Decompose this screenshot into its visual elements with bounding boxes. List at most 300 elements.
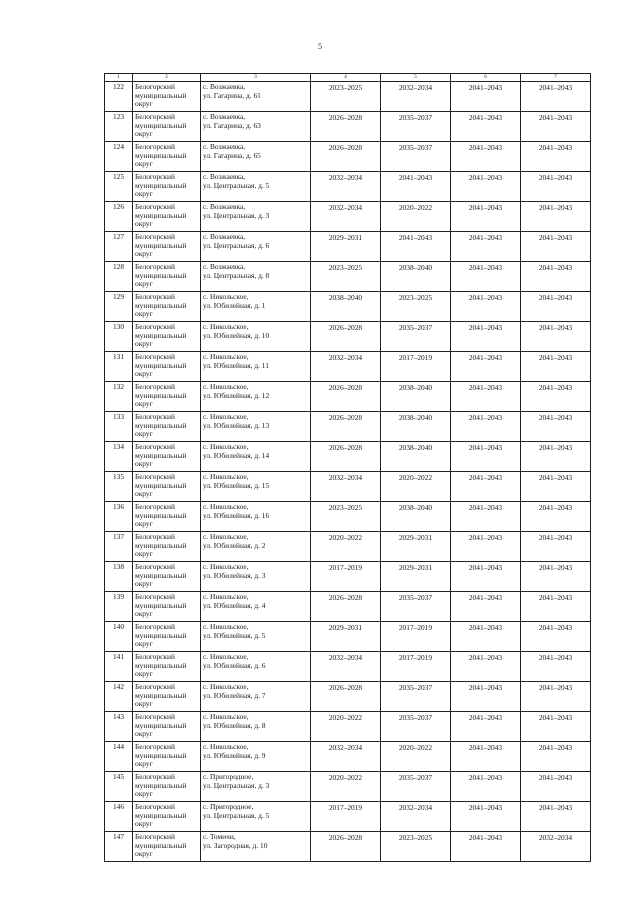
okrug-line: Белогорский: [135, 683, 175, 691]
address-line: с. Никольское,: [203, 653, 249, 661]
row-number-cell: 138: [105, 562, 133, 592]
okrug-line: округ: [135, 610, 153, 619]
okrug-cell: [133, 172, 201, 202]
header-row: [105, 74, 591, 82]
table-row: [105, 562, 591, 592]
row-number-cell: 127: [105, 232, 133, 262]
period-cell-6: 2041–2043: [451, 472, 521, 502]
okrug-cell: [133, 802, 201, 832]
column-header: 1: [105, 74, 133, 82]
okrug-line: округ: [135, 790, 153, 799]
period-cell-5: 2029–2031: [381, 562, 451, 592]
okrug-cell: [133, 232, 201, 262]
okrug-line: округ: [135, 490, 153, 499]
address-line: ул. Юбилейная, д. 8: [203, 721, 266, 730]
okrug-cell: [133, 502, 201, 532]
okrug-line: округ: [135, 340, 153, 349]
address-line: с. Никольское,: [203, 713, 249, 721]
address-cell: [201, 682, 311, 712]
okrug-line: округ: [135, 640, 153, 649]
okrug-line: округ: [135, 670, 153, 679]
address-line: с. Пригородное,: [203, 773, 254, 781]
period-cell-6: 2041–2043: [451, 532, 521, 562]
address-cell: [201, 742, 311, 772]
period-cell-4: 2023–2025: [311, 502, 381, 532]
okrug-line: округ: [135, 850, 153, 859]
okrug-line: муниципальный: [135, 601, 187, 610]
table-row: [105, 472, 591, 502]
address-cell: [201, 172, 311, 202]
table-row: [105, 832, 591, 862]
period-cell-7: 2041–2043: [521, 382, 591, 412]
okrug-line: Белогорский: [135, 353, 175, 361]
address-cell: [201, 472, 311, 502]
period-cell-6: 2041–2043: [451, 802, 521, 832]
okrug-line: Белогорский: [135, 623, 175, 631]
address-line: с. Возжаевка,: [203, 83, 246, 91]
okrug-line: округ: [135, 820, 153, 829]
okrug-line: муниципальный: [135, 661, 187, 670]
period-cell-5: 2023–2025: [381, 292, 451, 322]
okrug-line: муниципальный: [135, 511, 187, 520]
period-cell-5: 2017–2019: [381, 652, 451, 682]
period-cell-5: 2032–2034: [381, 82, 451, 112]
period-cell-7: 2041–2043: [521, 292, 591, 322]
okrug-line: муниципальный: [135, 151, 187, 160]
period-cell-6: 2041–2043: [451, 382, 521, 412]
address-cell: [201, 412, 311, 442]
address-cell: [201, 232, 311, 262]
okrug-line: округ: [135, 460, 153, 469]
period-cell-5: 2038–2040: [381, 442, 451, 472]
period-cell-6: 2041–2043: [451, 682, 521, 712]
row-number-cell: 146: [105, 802, 133, 832]
address-line: ул. Центральная, д. 5: [203, 811, 270, 820]
okrug-cell: [133, 682, 201, 712]
address-line: ул. Юбилейная, д. 14: [203, 451, 270, 460]
period-cell-6: 2041–2043: [451, 562, 521, 592]
row-number-cell: 125: [105, 172, 133, 202]
address-line: с. Возжаевка,: [203, 203, 246, 211]
address-cell: [201, 502, 311, 532]
okrug-line: муниципальный: [135, 301, 187, 310]
period-cell-7: 2041–2043: [521, 202, 591, 232]
address-cell: [201, 292, 311, 322]
address-cell: [201, 262, 311, 292]
period-cell-5: 2038–2040: [381, 412, 451, 442]
okrug-line: муниципальный: [135, 451, 187, 460]
address-line: с. Никольское,: [203, 353, 249, 361]
okrug-line: Белогорский: [135, 653, 175, 661]
period-cell-6: 2041–2043: [451, 652, 521, 682]
address-line: ул. Юбилейная, д. 16: [203, 511, 270, 520]
okrug-cell: [133, 562, 201, 592]
period-cell-4: 2026–2028: [311, 682, 381, 712]
okrug-line: муниципальный: [135, 481, 187, 490]
period-cell-6: 2041–2043: [451, 832, 521, 862]
period-cell-7: 2041–2043: [521, 412, 591, 442]
period-cell-6: 2041–2043: [451, 442, 521, 472]
okrug-cell: [133, 472, 201, 502]
row-number-cell: 126: [105, 202, 133, 232]
period-cell-4: 2026–2028: [311, 832, 381, 862]
row-number-cell: 144: [105, 742, 133, 772]
address-line: ул. Гагарина, д. 63: [203, 121, 261, 130]
period-cell-5: 2029–2031: [381, 532, 451, 562]
row-number-cell: 140: [105, 622, 133, 652]
address-line: ул. Центральная, д. 5: [203, 181, 270, 190]
row-number-cell: 137: [105, 532, 133, 562]
table-row: [105, 82, 591, 112]
period-cell-7: 2041–2043: [521, 622, 591, 652]
address-line: с. Никольское,: [203, 533, 249, 541]
okrug-line: округ: [135, 760, 153, 769]
period-cell-7: 2041–2043: [521, 802, 591, 832]
okrug-line: муниципальный: [135, 691, 187, 700]
period-cell-4: 2020–2022: [311, 712, 381, 742]
period-cell-4: 2029–2031: [311, 622, 381, 652]
okrug-line: Белогорский: [135, 503, 175, 511]
row-number-cell: 134: [105, 442, 133, 472]
table-row: [105, 772, 591, 802]
okrug-line: муниципальный: [135, 271, 187, 280]
address-line: ул. Юбилейная, д. 2: [203, 541, 266, 550]
period-cell-4: 2029–2031: [311, 232, 381, 262]
table-row: [105, 202, 591, 232]
period-cell-4: 2020–2022: [311, 532, 381, 562]
okrug-line: муниципальный: [135, 541, 187, 550]
okrug-line: муниципальный: [135, 331, 187, 340]
table-row: [105, 652, 591, 682]
period-cell-4: 2026–2028: [311, 412, 381, 442]
period-cell-4: 2020–2022: [311, 772, 381, 802]
address-cell: [201, 532, 311, 562]
row-number-cell: 142: [105, 682, 133, 712]
okrug-cell: [133, 622, 201, 652]
address-cell: [201, 622, 311, 652]
okrug-line: Белогорский: [135, 323, 175, 331]
okrug-line: муниципальный: [135, 751, 187, 760]
address-cell: [201, 652, 311, 682]
row-number-cell: 124: [105, 142, 133, 172]
okrug-line: Белогорский: [135, 803, 175, 811]
okrug-line: Белогорский: [135, 443, 175, 451]
okrug-line: Белогорский: [135, 713, 175, 721]
okrug-line: округ: [135, 280, 153, 289]
address-cell: [201, 202, 311, 232]
row-number-cell: 131: [105, 352, 133, 382]
table-row: [105, 502, 591, 532]
period-cell-7: 2041–2043: [521, 652, 591, 682]
address-line: ул. Юбилейная, д. 13: [203, 421, 270, 430]
table-row: [105, 742, 591, 772]
okrug-line: округ: [135, 220, 153, 229]
address-line: с. Возжаевка,: [203, 233, 246, 241]
address-line: с. Никольское,: [203, 413, 249, 421]
address-line: с. Возжаевка,: [203, 263, 246, 271]
column-header: 4: [311, 74, 381, 82]
okrug-line: Белогорский: [135, 533, 175, 541]
period-cell-6: 2041–2043: [451, 772, 521, 802]
row-number-cell: 128: [105, 262, 133, 292]
period-cell-5: 2035–2037: [381, 112, 451, 142]
okrug-line: Белогорский: [135, 263, 175, 271]
address-line: с. Никольское,: [203, 473, 249, 481]
okrug-line: муниципальный: [135, 421, 187, 430]
table-row: [105, 442, 591, 472]
period-cell-6: 2041–2043: [451, 412, 521, 442]
address-line: ул. Юбилейная, д. 5: [203, 631, 266, 640]
address-line: с. Никольское,: [203, 293, 249, 301]
table-body: [105, 82, 591, 862]
table-row: [105, 262, 591, 292]
period-cell-5: 2038–2040: [381, 382, 451, 412]
period-cell-4: 2026–2028: [311, 322, 381, 352]
address-line: ул. Юбилейная, д. 12: [203, 391, 270, 400]
address-line: ул. Юбилейная, д. 15: [203, 481, 270, 490]
table-header: [105, 74, 591, 82]
period-cell-7: 2041–2043: [521, 322, 591, 352]
okrug-line: округ: [135, 130, 153, 139]
address-cell: [201, 802, 311, 832]
address-line: с. Возжаевка,: [203, 173, 246, 181]
address-line: с. Возжаевка,: [203, 113, 246, 121]
table-row: [105, 382, 591, 412]
period-cell-6: 2041–2043: [451, 622, 521, 652]
okrug-line: Белогорский: [135, 233, 175, 241]
period-cell-4: 2026–2028: [311, 382, 381, 412]
okrug-line: округ: [135, 580, 153, 589]
okrug-line: Белогорский: [135, 773, 175, 781]
address-line: ул. Юбилейная, д. 1: [203, 301, 266, 310]
period-cell-7: 2041–2043: [521, 262, 591, 292]
okrug-line: муниципальный: [135, 631, 187, 640]
period-cell-6: 2041–2043: [451, 112, 521, 142]
okrug-line: округ: [135, 310, 153, 319]
okrug-line: муниципальный: [135, 571, 187, 580]
column-header: 7: [521, 74, 591, 82]
period-cell-6: 2041–2043: [451, 202, 521, 232]
table-row: [105, 142, 591, 172]
period-cell-4: 2023–2025: [311, 82, 381, 112]
address-line: ул. Центральная, д. 6: [203, 241, 270, 250]
period-cell-5: 2020–2022: [381, 742, 451, 772]
address-line: с. Никольское,: [203, 623, 249, 631]
period-cell-7: 2041–2043: [521, 142, 591, 172]
period-cell-4: 2026–2028: [311, 112, 381, 142]
period-cell-7: 2041–2043: [521, 112, 591, 142]
period-cell-5: 2038–2040: [381, 262, 451, 292]
row-number-cell: 141: [105, 652, 133, 682]
row-number-cell: 132: [105, 382, 133, 412]
row-number-cell: 136: [105, 502, 133, 532]
period-cell-7: 2041–2043: [521, 442, 591, 472]
table-row: [105, 172, 591, 202]
period-cell-4: 2032–2034: [311, 202, 381, 232]
table-row: [105, 412, 591, 442]
okrug-line: муниципальный: [135, 241, 187, 250]
address-line: ул. Гагарина, д. 65: [203, 151, 261, 160]
address-cell: [201, 592, 311, 622]
address-line: ул. Юбилейная, д. 11: [203, 361, 269, 370]
period-cell-5: 2038–2040: [381, 502, 451, 532]
period-cell-4: 2032–2034: [311, 172, 381, 202]
table-row: [105, 352, 591, 382]
address-line: ул. Гагарина, д. 61: [203, 91, 261, 100]
period-cell-4: 2017–2019: [311, 802, 381, 832]
address-cell: [201, 82, 311, 112]
column-header: 6: [451, 74, 521, 82]
address-cell: [201, 712, 311, 742]
okrug-line: округ: [135, 190, 153, 199]
period-cell-4: 2026–2028: [311, 442, 381, 472]
row-number-cell: 129: [105, 292, 133, 322]
period-cell-5: 2035–2037: [381, 772, 451, 802]
okrug-cell: [133, 292, 201, 322]
okrug-cell: [133, 742, 201, 772]
column-header: 2: [133, 74, 201, 82]
period-cell-7: 2041–2043: [521, 592, 591, 622]
housing-register-table: [104, 73, 591, 862]
address-line: с. Никольское,: [203, 323, 249, 331]
okrug-line: округ: [135, 700, 153, 709]
okrug-cell: [133, 712, 201, 742]
address-cell: [201, 322, 311, 352]
okrug-cell: [133, 352, 201, 382]
period-cell-6: 2041–2043: [451, 232, 521, 262]
address-cell: [201, 832, 311, 862]
period-cell-7: 2041–2043: [521, 472, 591, 502]
row-number-cell: 135: [105, 472, 133, 502]
okrug-line: округ: [135, 250, 153, 259]
period-cell-6: 2041–2043: [451, 502, 521, 532]
okrug-line: Белогорский: [135, 143, 175, 151]
okrug-line: Белогорский: [135, 113, 175, 121]
period-cell-7: 2041–2043: [521, 682, 591, 712]
period-cell-6: 2041–2043: [451, 172, 521, 202]
period-cell-4: 2032–2034: [311, 742, 381, 772]
okrug-cell: [133, 382, 201, 412]
address-cell: [201, 142, 311, 172]
column-header: 3: [201, 74, 311, 82]
period-cell-7: 2032–2034: [521, 832, 591, 862]
column-header: 5: [381, 74, 451, 82]
period-cell-7: 2041–2043: [521, 232, 591, 262]
okrug-line: округ: [135, 520, 153, 529]
period-cell-4: 2032–2034: [311, 472, 381, 502]
period-cell-4: 2038–2040: [311, 292, 381, 322]
period-cell-5: 2017–2019: [381, 622, 451, 652]
okrug-line: муниципальный: [135, 391, 187, 400]
table-row: [105, 712, 591, 742]
period-cell-4: 2032–2034: [311, 352, 381, 382]
period-cell-4: 2023–2025: [311, 262, 381, 292]
okrug-line: Белогорский: [135, 173, 175, 181]
period-cell-4: 2026–2028: [311, 142, 381, 172]
period-cell-7: 2041–2043: [521, 82, 591, 112]
okrug-line: муниципальный: [135, 721, 187, 730]
address-cell: [201, 382, 311, 412]
okrug-cell: [133, 112, 201, 142]
okrug-cell: [133, 412, 201, 442]
period-cell-5: 2035–2037: [381, 712, 451, 742]
address-line: с. Никольское,: [203, 593, 249, 601]
okrug-line: Белогорский: [135, 743, 175, 751]
okrug-line: округ: [135, 100, 153, 109]
period-cell-6: 2041–2043: [451, 292, 521, 322]
table-row: [105, 322, 591, 352]
period-cell-6: 2041–2043: [451, 742, 521, 772]
okrug-line: округ: [135, 400, 153, 409]
period-cell-5: 2035–2037: [381, 592, 451, 622]
okrug-line: Белогорский: [135, 83, 175, 91]
okrug-cell: [133, 322, 201, 352]
period-cell-4: 2026–2028: [311, 592, 381, 622]
address-line: с. Никольское,: [203, 743, 249, 751]
okrug-cell: [133, 652, 201, 682]
period-cell-6: 2041–2043: [451, 82, 521, 112]
table-row: [105, 592, 591, 622]
okrug-cell: [133, 532, 201, 562]
period-cell-4: 2017–2019: [311, 562, 381, 592]
table-row: [105, 682, 591, 712]
address-cell: [201, 352, 311, 382]
address-cell: [201, 562, 311, 592]
address-cell: [201, 772, 311, 802]
okrug-line: муниципальный: [135, 841, 187, 850]
period-cell-5: 2035–2037: [381, 322, 451, 352]
address-cell: [201, 112, 311, 142]
row-number-cell: 123: [105, 112, 133, 142]
table-row: [105, 622, 591, 652]
okrug-cell: [133, 772, 201, 802]
table-row: [105, 232, 591, 262]
period-cell-5: 2035–2037: [381, 142, 451, 172]
period-cell-7: 2041–2043: [521, 562, 591, 592]
table-row: [105, 292, 591, 322]
address-line: с. Никольское,: [203, 563, 249, 571]
table-row: [105, 112, 591, 142]
row-number-cell: 139: [105, 592, 133, 622]
okrug-line: округ: [135, 430, 153, 439]
address-line: ул. Юбилейная, д. 10: [203, 331, 270, 340]
row-number-cell: 122: [105, 82, 133, 112]
row-number-cell: 143: [105, 712, 133, 742]
period-cell-6: 2041–2043: [451, 262, 521, 292]
period-cell-7: 2041–2043: [521, 352, 591, 382]
okrug-line: Белогорский: [135, 563, 175, 571]
period-cell-7: 2041–2043: [521, 712, 591, 742]
okrug-line: Белогорский: [135, 413, 175, 421]
period-cell-5: 2023–2025: [381, 832, 451, 862]
address-line: с. Никольское,: [203, 443, 249, 451]
period-cell-7: 2041–2043: [521, 772, 591, 802]
page-number: 5: [318, 42, 322, 51]
okrug-line: Белогорский: [135, 473, 175, 481]
period-cell-5: 2020–2022: [381, 472, 451, 502]
period-cell-5: 2041–2043: [381, 232, 451, 262]
address-line: ул. Юбилейная, д. 4: [203, 601, 266, 610]
okrug-line: муниципальный: [135, 211, 187, 220]
row-number-cell: 147: [105, 832, 133, 862]
okrug-line: муниципальный: [135, 121, 187, 130]
address-line: ул. Юбилейная, д. 3: [203, 571, 266, 580]
okrug-cell: [133, 82, 201, 112]
okrug-line: округ: [135, 160, 153, 169]
period-cell-6: 2041–2043: [451, 352, 521, 382]
address-line: ул. Центральная, д. 8: [203, 271, 270, 280]
address-line: ул. Загородная, д. 10: [203, 841, 268, 850]
